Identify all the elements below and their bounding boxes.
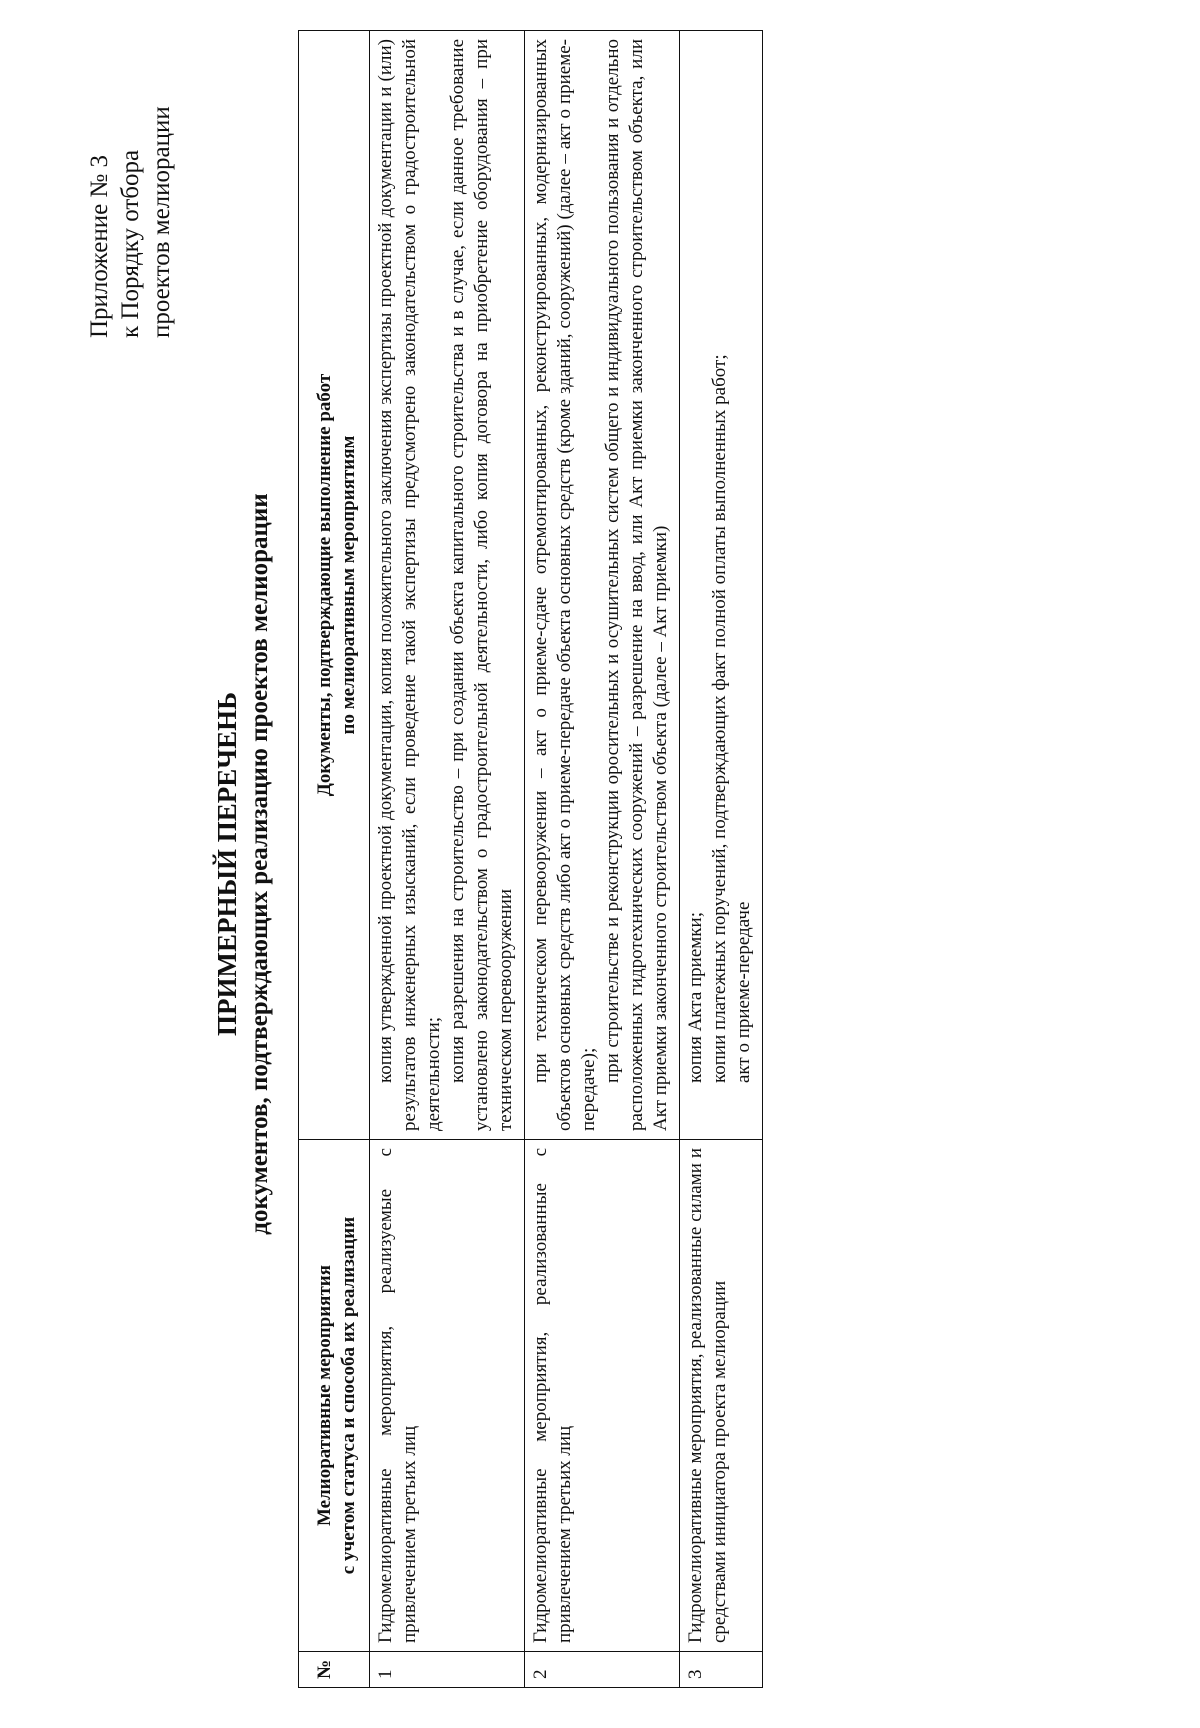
title-main: ПРИМЕРНЫЙ ПЕРЕЧЕНЬ (212, 692, 242, 1036)
title-sub: документов, подтверждающих реализацию проектов мелиорации (246, 493, 273, 1235)
row-documents (680, 31, 763, 1140)
appendix-number: Приложение № 3 (86, 154, 113, 338)
header-activity-line2: с учетом статуса и способа их реализации (338, 1216, 359, 1575)
document-item: копия Акта приемки; (685, 912, 706, 1083)
appendix-reference (84, 38, 177, 338)
header-activity-line1: Мелиоративные мероприятия (314, 1264, 335, 1527)
row-number: 1 (370, 1652, 525, 1688)
document-title (210, 0, 276, 1728)
row-activity: Гидромелиоративные мероприятия, реализованные с привлечением третьих лиц (525, 1140, 680, 1652)
document-item: копии платежных поручений, подтверждающих факт полной оплаты выполненных работ; (709, 354, 730, 1083)
appendix-order-ref: к Порядку отбора (117, 149, 144, 338)
document-item: акт о приеме-передаче (733, 901, 754, 1083)
table-row (680, 31, 763, 1688)
document-item: при строительстве и реконструкции оросительных и осушительных систем общего и индивидуального пользования и отдельно расположенных гидротехнических сооружений – разрешение на ввод, или Акт приемки законченного строительством объекта, или Акт приемки законченного строительством объекта (далее – Акт приемки) (602, 39, 671, 1131)
row-documents (370, 31, 525, 1140)
row-activity: Гидромелиоративные мероприятия, реализуемые с привлечением третьих лиц (370, 1140, 525, 1652)
header-activity (299, 1140, 370, 1652)
document-item: копия утвержденной проектной документации, копия положительного заключения экспертизы проектной документации и (или) результатов инженерных изысканий, если проведение такой экспертизы предусмотрено законодательством о градостроительной деятельности; (375, 39, 444, 1131)
header-num: № (299, 1652, 370, 1688)
table-row (525, 31, 680, 1688)
header-docs-line2: по мелиоративным мероприятиям (338, 435, 359, 735)
header-docs-line1: Документы, подтверждающие выполнение работ (314, 373, 335, 797)
row-documents (525, 31, 680, 1140)
row-number: 2 (525, 1652, 680, 1688)
header-docs (299, 31, 370, 1140)
document-item: копия разрешения на строительство – при создании объекта капитального строительства и в случае, если данное требование установлено законодательством о градостроительной деятельности, либо копия договора на приобретение оборудования – при техническом перевооружении (447, 39, 516, 1131)
document-item: при техническом перевооружении – акт о приеме-сдаче отремонтированных, реконструированных, модернизированных объектов основных средств либо акт о приеме-передаче объекта основных средств (кроме зданий, сооружений) (далее – акт о приеме-передаче); (530, 39, 599, 1131)
appendix-order-name: проектов мелиорации (148, 106, 175, 338)
row-number: 3 (680, 1652, 763, 1688)
table-header-row (299, 31, 370, 1688)
row-activity: Гидромелиоративные мероприятия, реализованные силами и средствами инициатора проекта мелиорации (680, 1140, 763, 1652)
documents-table (298, 30, 763, 1688)
table-row (370, 31, 525, 1688)
